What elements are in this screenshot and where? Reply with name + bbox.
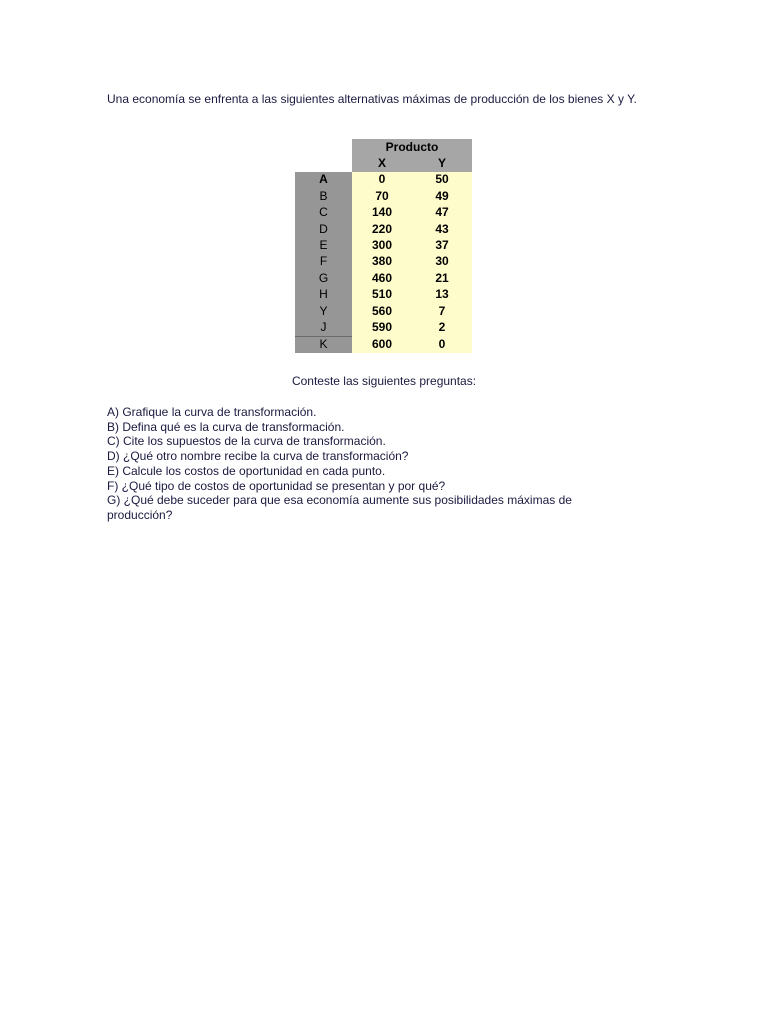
- table-row: [295, 205, 472, 221]
- cell-x: 0: [352, 172, 412, 188]
- table-row: [295, 303, 472, 319]
- cell-x: 70: [352, 188, 412, 204]
- column-header-y: Y: [412, 155, 472, 171]
- row-label: E: [295, 237, 352, 253]
- table-row: [295, 221, 472, 237]
- table-corner: [295, 155, 352, 171]
- questions-list: [107, 405, 627, 523]
- row-label: K: [295, 336, 352, 353]
- question-item: A) Grafique la curva de transformación.: [107, 405, 317, 419]
- questions-title: Conteste las siguientes preguntas:: [291, 374, 477, 388]
- table-corner: [295, 139, 352, 155]
- question-item: G) ¿Qué debe suceder para que esa economía aumente sus posibilidades máximas de producción?: [107, 493, 572, 522]
- row-label: G: [295, 270, 352, 286]
- cell-x: 220: [352, 221, 412, 237]
- cell-y: 13: [412, 287, 472, 303]
- table-row: [295, 336, 472, 353]
- cell-y: 30: [412, 254, 472, 270]
- question-item: E) Calcule los costos de oportunidad en cada punto.: [107, 463, 386, 478]
- question-item: D) ¿Qué otro nombre recibe la curva de transformación?: [107, 449, 409, 464]
- table-row: [295, 237, 472, 253]
- production-table-grid: [295, 139, 472, 353]
- cell-y: 21: [412, 270, 472, 286]
- row-label: C: [295, 205, 352, 221]
- table-row: [295, 270, 472, 286]
- row-label: A: [295, 172, 352, 188]
- cell-x: 460: [352, 270, 412, 286]
- cell-y: 0: [412, 336, 472, 353]
- row-label: F: [295, 254, 352, 270]
- row-label: B: [295, 188, 352, 204]
- cell-y: 50: [412, 172, 472, 188]
- question-item: B) Defina qué es la curva de transformación.: [107, 419, 345, 434]
- cell-x: 510: [352, 287, 412, 303]
- cell-y: 7: [412, 303, 472, 319]
- column-header-x: X: [352, 155, 412, 171]
- question-item: F) ¿Qué tipo de costos de oportunidad se presentan y por qué?: [107, 478, 446, 493]
- table-row: [295, 172, 472, 188]
- row-label: H: [295, 287, 352, 303]
- cell-x: 600: [352, 336, 412, 353]
- group-header: Producto: [352, 139, 472, 155]
- cell-y: 47: [412, 205, 472, 221]
- table-row: [295, 188, 472, 204]
- production-table: [295, 139, 472, 353]
- table-row: [295, 319, 472, 336]
- cell-x: 140: [352, 205, 412, 221]
- row-label: Y: [295, 303, 352, 319]
- row-label: J: [295, 319, 352, 336]
- cell-y: 37: [412, 237, 472, 253]
- intro-text: Una economía se enfrenta a las siguientes alternativas máximas de producción de los bienes X y Y.: [107, 92, 637, 106]
- cell-x: 590: [352, 319, 412, 336]
- cell-x: 560: [352, 303, 412, 319]
- cell-y: 43: [412, 221, 472, 237]
- cell-x: 380: [352, 254, 412, 270]
- question-item: C) Cite los supuestos de la curva de transformación.: [107, 434, 386, 449]
- cell-y: 49: [412, 188, 472, 204]
- table-row: [295, 287, 472, 303]
- cell-y: 2: [412, 319, 472, 336]
- cell-x: 300: [352, 237, 412, 253]
- table-row: [295, 254, 472, 270]
- row-label: D: [295, 221, 352, 237]
